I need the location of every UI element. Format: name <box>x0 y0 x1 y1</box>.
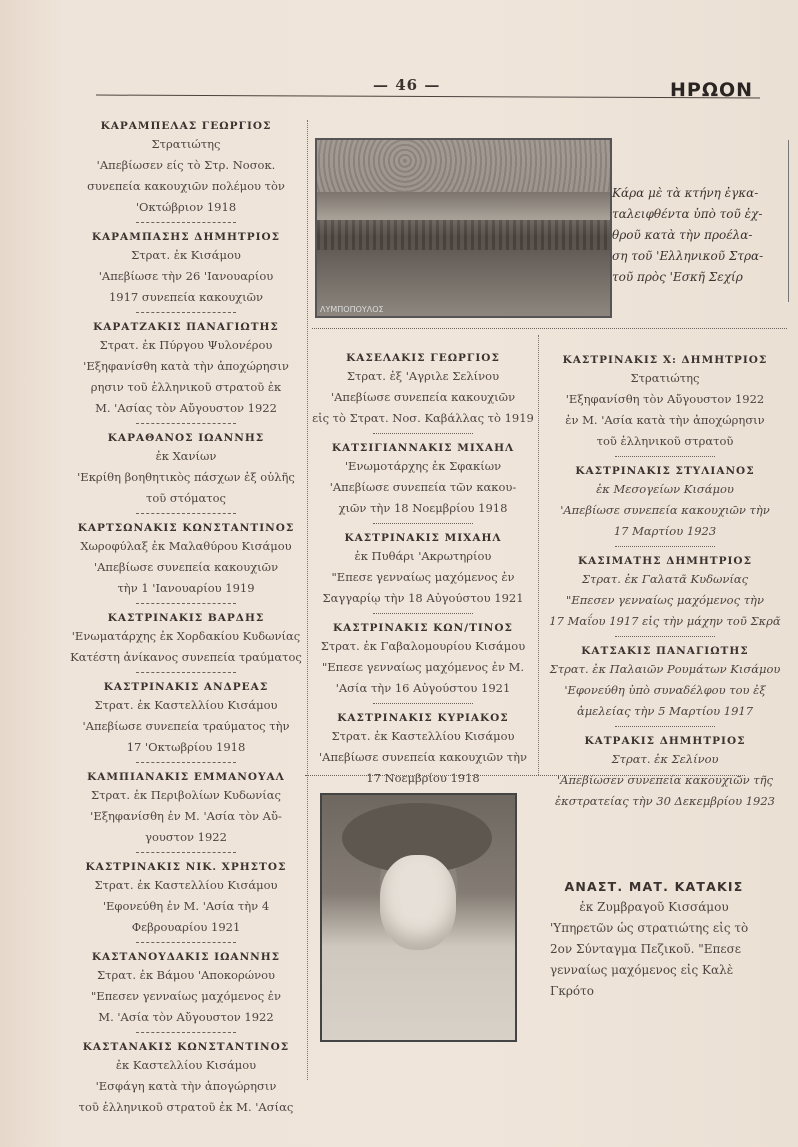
soldier-name: ΚΑΣΤΑΝΑΚΙΣ ΚΩΝΣΤΑΝΤΙΝΟΣ <box>82 1041 290 1053</box>
soldier-name: ΚΑΣΤΡΙΝΑΚΙΣ ΚΥΡΙΑΚΟΣ <box>337 712 509 724</box>
entry-line: 1917 συνεπεία κακουχιῶν <box>108 290 264 304</box>
soldier-name: ΚΑΡΤΣΩΝΑΚΙΣ ΚΩΝΣΤΑΝΤΙΝΟΣ <box>77 522 295 534</box>
entry-separator <box>373 433 473 434</box>
soldier-name: ΚΑΡΑΜΠΕΛΑΣ ΓΕΩΡΓΙΟΣ <box>100 120 272 132</box>
entry-line: Μ. 'Ασίας τὸν Αὔγουστον 1922 <box>95 401 277 415</box>
entry-line: ἐκ Χανίων <box>155 449 217 463</box>
entry-line: 'Ασία τὴν 16 Αὐγούστου 1921 <box>335 681 511 695</box>
entry-line: εἰς τὸ Στρατ. Νοσ. Καβάλλας τὸ 1919 <box>312 411 534 425</box>
obituary-entry <box>70 118 302 218</box>
soldier-name: ΚΑΤΡΑΚΙΣ ΔΗΜΗΤΡΙΟΣ <box>584 735 746 747</box>
entry-line: 'Εκρίθη βοηθητικὸς πάσχων ἐξ οὐλῆς <box>77 470 295 484</box>
column-divider-middle <box>538 335 539 775</box>
entry-line: Σαγγαρίῳ τὴν 18 Αὐγούστου 1921 <box>322 591 524 605</box>
soldier-name: ΚΑΡΑΘΑΝΟΣ ΙΩΑΝΝΗΣ <box>107 432 265 444</box>
bio-name: ΑΝΑΣΤ. ΜΑΤ. ΚΑΤΑΚΙΣ <box>564 879 744 894</box>
entry-line: 'Εξηφανίσθη τὸν Αὔγουστον 1922 <box>565 392 765 406</box>
soldier-name: ΚΑΣΤΑΝΟΥΔΑΚΙΣ ΙΩΑΝΝΗΣ <box>91 951 281 963</box>
obituary-entry <box>545 733 785 812</box>
soldier-name: ΚΑΣΤΡΙΝΑΚΙΣ ΝΙΚ. ΧΡΗΣΤΟΣ <box>85 861 287 873</box>
entry-line: Στρατ. ἐκ Παλαιῶν Ρουμάτων Κισάμου <box>549 662 781 676</box>
obituary-entry <box>545 352 785 452</box>
entry-separator <box>615 546 715 547</box>
entry-line: 17 Νοεμβρίου 1918 <box>366 771 480 785</box>
soldier-name: ΚΑΣΤΡΙΝΑΚΙΣ ΣΤΥΛΙΑΝΟΣ <box>575 465 755 477</box>
soldier-portrait <box>320 793 517 1042</box>
entry-line: Κατέστη ἀνίκανος συνεπεία τραύματος <box>70 650 302 664</box>
entry-line: Στρατ. ἐκ Καστελλίου Κισάμου <box>331 729 515 743</box>
bio-line: Γκρότο <box>550 984 594 998</box>
entry-line: Στρατ. ἐκ Καστελλίου Κισάμου <box>94 698 278 712</box>
obituary-entry <box>70 1039 302 1118</box>
column-divider-left <box>307 120 308 1080</box>
entry-line: τοῦ ἑλληνικοῦ στρατοῦ ἐκ Μ. 'Ασίας <box>78 1100 294 1114</box>
entry-line: Στρατ. ἐκ Περιβολίων Κυδωνίας <box>91 788 281 802</box>
soldier-name: ΚΑΣΤΡΙΝΑΚΙΣ ΒΑΡΔΗΣ <box>107 612 265 624</box>
entry-separator <box>615 636 715 637</box>
entry-line: 'Απεβίωσε τὴν 26 'Ιανουαρίου <box>98 269 274 283</box>
entry-line: 'Απεβίωσεν συνεπεία κακουχιῶν τῆς <box>556 773 774 787</box>
middle-column <box>312 350 534 793</box>
entry-line: Στρατ. ἐκ Καστελλίου Κισάμου <box>94 878 278 892</box>
header-rule <box>96 95 760 99</box>
entry-line: 'Απεβίωσε συνεπεία κακουχιῶν τὴν <box>560 503 770 517</box>
entry-line: Χωροφύλαξ ἐκ Μαλαθύρου Κισάμου <box>80 539 292 553</box>
entry-line: 17 Μαΐου 1917 εἰς τὴν μάχην τοῦ Σκρᾶ <box>549 614 781 628</box>
entry-line: "Επεσε γενναίως μαχόμενος ἐν Μ. <box>321 660 525 674</box>
soldier-name: ΚΑΣΤΡΙΝΑΚΙΣ ΑΝΔΡΕΑΣ <box>103 681 269 693</box>
obituary-entry <box>70 679 302 758</box>
bio-line: 2ον Σύνταγμα Πεζικοῦ. "Επεσε <box>550 942 742 956</box>
entry-separator <box>136 852 236 853</box>
obituary-entry <box>312 350 534 429</box>
entry-line: 'Ενωματάρχης ἐκ Χορδακίου Κυδωνίας <box>71 629 301 643</box>
entry-line: 'Απεβίωσεν είς τὸ Στρ. Νοσοκ. <box>96 158 276 172</box>
entry-line: 'Οκτώβριον 1918 <box>135 200 237 214</box>
entry-line: 'Απεβίωσε συνεπεία τῶν κακου- <box>329 480 517 494</box>
entry-line: Μ. 'Ασία τὸν Αὔγουστον 1922 <box>98 1010 274 1024</box>
entry-line: 'Εξηφανίσθη κατὰ τὴν ἀποχώρησιν <box>83 359 289 373</box>
obituary-entry <box>545 643 785 722</box>
entry-line: Στρατ. ἐκ Πύργου Ψυλονέρου <box>99 338 273 352</box>
entry-line: "Επεσεν γενναίως μαχόμενος ἐν <box>91 989 281 1003</box>
entry-line: Στρατ. ἐκ Γαλατᾶ Κυδωνίας <box>581 572 749 586</box>
obituary-entry <box>312 530 534 609</box>
right-column <box>545 352 785 816</box>
caption-line: Κάρα μὲ τὰ κτήνη ἐγκα- <box>612 186 759 200</box>
bio-line: γενναίως μαχόμενος εἰς Καλὲ <box>550 963 734 977</box>
entry-line: 'Ενωμοτάρχης ἐκ Σφακίων <box>344 459 502 473</box>
entry-line: Φεβρουαρίου 1921 <box>131 920 241 934</box>
entry-separator <box>373 703 473 704</box>
entry-line: "Επεσε γενναίως μαχόμενος ἐν <box>331 570 515 584</box>
left-column <box>70 118 302 1122</box>
entry-line: ἀμελείας τὴν 5 Μαρτίου 1917 <box>576 704 754 718</box>
entry-separator <box>615 726 715 727</box>
entry-line: 17 Μαρτίου 1923 <box>613 524 717 538</box>
photo-credit: ΛΥΜΠΟΠΟΥΛΟΣ <box>320 305 384 314</box>
entry-line: ἐν Μ. 'Ασία κατὰ τὴν ἀποχώρησιν <box>565 413 765 427</box>
section-rule-top <box>312 328 787 329</box>
entry-line: "Επεσεν γενναίως μαχόμενος τὴν <box>566 593 764 607</box>
caption-line: τοῦ πρὸς 'Εσκῆ Σεχίρ <box>612 270 743 284</box>
entry-line: τοῦ στόματος <box>145 491 227 505</box>
entry-line: συνεπεία κακουχιῶν πολέμου τὸν <box>87 179 285 193</box>
entry-separator <box>136 942 236 943</box>
caption-line: ταλειφθέντα ὑπὸ τοῦ ἐχ- <box>612 207 763 221</box>
entry-line: Στρατ. ἐκ Γαβαλομουρίου Κισάμου <box>320 639 526 653</box>
entry-separator <box>136 762 236 763</box>
obituary-entry <box>545 553 785 632</box>
entry-separator <box>136 603 236 604</box>
bio-line: 'Υπηρετῶν ὡς στρατιώτης εἰς τὸ <box>550 921 749 935</box>
entry-line: 'Εφονεύθη ὑπὸ συναδέλφου του ἐξ <box>564 683 766 697</box>
entry-separator <box>373 523 473 524</box>
obituary-entry <box>312 440 534 519</box>
obituary-entry <box>70 949 302 1028</box>
soldier-name: ΚΑΜΠΙΑΝΑΚΙΣ ΕΜΜΑΝΟΥΑΛ <box>87 771 285 783</box>
obituary-entry <box>70 319 302 419</box>
entry-separator <box>136 513 236 514</box>
soldier-name: ΚΑΤΣΑΚΙΣ ΠΑΝΑΓΙΩΤΗΣ <box>581 645 749 657</box>
soldier-name: ΚΑΣΕΛΑΚΙΣ ΓΕΩΡΓΙΟΣ <box>346 352 500 364</box>
entry-line: γουστον 1922 <box>145 830 227 844</box>
obituary-entry <box>70 520 302 599</box>
obituary-entry <box>70 610 302 668</box>
entry-separator <box>615 456 715 457</box>
entry-line: τὴν 1 'Ιανουαρίου 1919 <box>117 581 255 595</box>
running-title: ΗΡΩΟΝ <box>670 79 754 101</box>
obituary-entry <box>70 430 302 509</box>
entry-line: 17 'Οκτωβρίου 1918 <box>126 740 246 754</box>
obituary-entry <box>70 229 302 308</box>
caption-line: θροῦ κατὰ τὴν προέλα- <box>612 228 753 242</box>
page-number: — 46 — <box>373 76 441 94</box>
horse-herd-photo <box>315 138 612 318</box>
bio-line: ἐκ Ζυμβραγοῦ Κισσάμου <box>579 900 729 914</box>
entry-separator <box>136 312 236 313</box>
soldier-name: ΚΑΡΑΤΖΑΚΙΣ ΠΑΝΑΓΙΩΤΗΣ <box>93 321 279 333</box>
photo-caption <box>612 183 784 288</box>
entry-line: Στρατ. ἐξ 'Αγριλε Σελίνου <box>346 369 500 383</box>
entry-line: 'Εξηφανίσθη ἐν Μ. 'Ασία τὸν Αὔ- <box>90 809 282 823</box>
soldier-name: ΚΑΣΤΡΙΝΑΚΙΣ ΜΙΧΑΗΛ <box>344 532 502 544</box>
entry-line: 'Απεβίωσε συνεπεία κακουχιῶν <box>93 560 279 574</box>
obituary-entry <box>545 463 785 542</box>
obituary-entry <box>70 859 302 938</box>
obituary-entry <box>312 620 534 699</box>
soldier-name: ΚΑΡΑΜΠΑΣΗΣ ΔΗΜΗΤΡΙΟΣ <box>91 231 281 243</box>
entry-line: Στρατ. ἐκ Κισάμου <box>131 248 241 262</box>
entry-line: Στρατιώτης <box>630 371 700 385</box>
entry-separator <box>136 1032 236 1033</box>
obituary-entry <box>70 769 302 848</box>
soldier-name: ΚΑΣΤΡΙΝΑΚΙΣ Χ: ΔΗΜΗΤΡΙΟΣ <box>562 354 768 366</box>
entry-line: 'Απεβίωσε συνεπεία κακουχιῶν <box>330 390 516 404</box>
entry-line: ἐκ Μεσογείων Κισάμου <box>596 482 734 496</box>
portrait-biography <box>520 876 788 1002</box>
entry-line: τοῦ ἑλληνικοῦ στρατοῦ <box>596 434 734 448</box>
entry-line: ἐκστρατείας τὴν 30 Δεκεμβρίου 1923 <box>555 794 775 808</box>
entry-line: 'Εφονεύθη ἐν Μ. 'Ασία τὴν 4 <box>102 899 270 913</box>
entry-line: χιῶν τὴν 18 Νοεμβρίου 1918 <box>338 501 508 515</box>
entry-separator <box>373 613 473 614</box>
entry-line: ἐκ Καστελλίου Κισάμου <box>115 1058 257 1072</box>
entry-line: Στρατ. ἐκ Σελίνου <box>611 752 719 766</box>
entry-line: ἐκ Πυθάρι 'Ακρωτηρίου <box>354 549 492 563</box>
entry-line: 'Απεβίωσε συνεπεία κακουχιῶν τὴν <box>318 750 528 764</box>
soldier-name: ΚΑΤΣΙΓΙΑΝΝΑΚΙΣ ΜΙΧΑΗΛ <box>331 442 515 454</box>
entry-separator <box>136 222 236 223</box>
entry-line: 'Απεβίωσε συνεπεία τραύματος τὴν <box>82 719 290 733</box>
entry-separator <box>136 423 236 424</box>
section-rule-bottom <box>305 775 745 776</box>
entry-line: 'Εσφάγη κατὰ τὴν ἀπογώρησιν <box>95 1079 277 1093</box>
caption-line: ση τοῦ 'Ελληνικοῦ Στρα- <box>612 249 764 263</box>
entry-line: ρησιν τοῦ ἑλληνικοῦ στρατοῦ ἐκ <box>90 380 282 394</box>
soldier-name: ΚΑΣΙΜΑΤΗΣ ΔΗΜΗΤΡΙΟΣ <box>578 555 752 567</box>
soldier-name: ΚΑΣΤΡΙΝΑΚΙΣ ΚΩΝ/ΤΙΝΟΣ <box>333 622 513 634</box>
entry-separator <box>136 672 236 673</box>
entry-line: Στρατιώτης <box>151 137 221 151</box>
entry-line: Στρατ. ἐκ Βάμου 'Αποκορώνου <box>96 968 276 982</box>
obituary-entry <box>312 710 534 789</box>
